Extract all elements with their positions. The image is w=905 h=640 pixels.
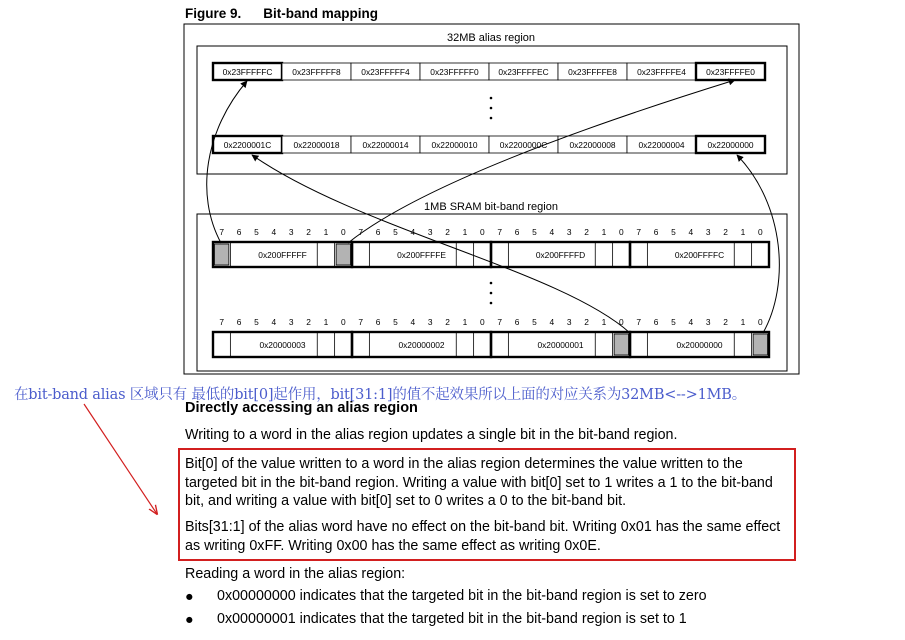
bit-number-label: 7 bbox=[358, 317, 364, 327]
bit-number-label: 6 bbox=[236, 317, 242, 327]
vertical-ellipsis bbox=[490, 282, 493, 305]
bit-number-label: 4 bbox=[688, 227, 694, 237]
bit-number-label: 7 bbox=[497, 227, 503, 237]
bullet-icon: ● bbox=[185, 612, 194, 628]
byte-address: 0x200FFFFF bbox=[258, 250, 307, 260]
alias-bottom-row bbox=[213, 136, 765, 153]
list-item-text: 0x00000001 indicates that the targeted bit in the bit-band region is set to 1 bbox=[217, 611, 687, 627]
arrow-top-bit7-to-23FFFFFC bbox=[207, 81, 247, 243]
bit-number-label: 4 bbox=[410, 317, 416, 327]
byte-address: 0x20000000 bbox=[676, 340, 723, 350]
alias-word-address: 0x23FFFFF4 bbox=[361, 67, 410, 77]
bit-number-label: 3 bbox=[288, 317, 294, 327]
shaded-target-bit bbox=[215, 244, 229, 265]
bit-number-label: 2 bbox=[306, 227, 311, 237]
alias-word-address: 0x22000014 bbox=[362, 140, 409, 150]
byte-address: 0x20000001 bbox=[537, 340, 584, 350]
alias-word-address: 0x2200001C bbox=[223, 140, 272, 150]
alias-word-address: 0x23FFFFF0 bbox=[430, 67, 479, 77]
vertical-ellipsis bbox=[490, 97, 493, 120]
bit-number-label: 1 bbox=[462, 227, 468, 237]
bit-number-label: 7 bbox=[636, 317, 642, 327]
bit-number-label: 3 bbox=[705, 317, 711, 327]
bit-number-label: 5 bbox=[532, 317, 537, 327]
bit-number-label: 4 bbox=[410, 227, 416, 237]
alias-word-address: 0x22000010 bbox=[431, 140, 478, 150]
bit-number-label: 7 bbox=[219, 317, 225, 327]
bit-number-label: 2 bbox=[445, 317, 450, 327]
bit-number-label: 6 bbox=[375, 227, 381, 237]
bit-number-label: 7 bbox=[497, 317, 503, 327]
bit-number-label: 6 bbox=[236, 227, 242, 237]
bit-number-label: 6 bbox=[514, 317, 520, 327]
byte-address: 0x20000002 bbox=[398, 340, 445, 350]
bit-number-label: 6 bbox=[375, 317, 381, 327]
alias-word-address: 0x23FFFFF8 bbox=[292, 67, 341, 77]
bit-number-label: 3 bbox=[427, 317, 433, 327]
bit-number-label: 4 bbox=[549, 227, 555, 237]
alias-word-address: 0x22000008 bbox=[569, 140, 616, 150]
bullet-icon: ● bbox=[185, 589, 194, 605]
alias-word-address: 0x22000018 bbox=[293, 140, 340, 150]
bit-number-label: 0 bbox=[618, 227, 624, 237]
sram-top-row bbox=[213, 227, 769, 267]
bit-number-label: 1 bbox=[323, 227, 329, 237]
shaded-target-bit bbox=[336, 244, 350, 265]
figure-number: Figure 9. bbox=[185, 6, 242, 21]
bit-number-label: 1 bbox=[601, 317, 607, 327]
sram-region-label: 1MB SRAM bit-band region bbox=[424, 201, 558, 213]
bit-number-label: 0 bbox=[479, 227, 485, 237]
bit-number-label: 4 bbox=[271, 317, 277, 327]
bit-number-label: 2 bbox=[584, 317, 589, 327]
figure-name: Bit-band mapping bbox=[263, 6, 379, 21]
bit-number-label: 5 bbox=[254, 317, 259, 327]
bit-number-label: 7 bbox=[358, 227, 364, 237]
alias-word-address: 0x23FFFFE4 bbox=[637, 67, 686, 77]
bit-number-label: 5 bbox=[671, 227, 676, 237]
paragraph-bits-31-1: Bits[31:1] of the alias word have no effect on the bit-band bit. Writing 0x01 has the same effect as writing 0xFF. Writing 0x00 has the same effect as writing 0x0E. bbox=[185, 519, 781, 554]
bit-number-label: 1 bbox=[740, 317, 746, 327]
arrow-top-bit0-to-23FFFFE0 bbox=[348, 80, 735, 243]
bit-number-label: 0 bbox=[618, 317, 624, 327]
bit-number-label: 5 bbox=[671, 317, 676, 327]
bit-number-label: 5 bbox=[393, 317, 398, 327]
bit-number-label: 3 bbox=[427, 227, 433, 237]
bit-number-label: 1 bbox=[601, 227, 607, 237]
bit-number-label: 2 bbox=[306, 317, 311, 327]
byte-address: 0x200FFFFC bbox=[674, 250, 725, 260]
bit-number-label: 1 bbox=[323, 317, 329, 327]
bit-number-label: 6 bbox=[653, 227, 659, 237]
bit-number-label: 4 bbox=[549, 317, 555, 327]
alias-word-address: 0x23FFFFFC bbox=[222, 67, 273, 77]
bit-number-label: 5 bbox=[532, 227, 537, 237]
byte-address: 0x200FFFFE bbox=[397, 250, 446, 260]
bit-number-label: 3 bbox=[288, 227, 294, 237]
bit-number-label: 2 bbox=[723, 317, 728, 327]
paragraph-alias-write: Writing to a word in the alias region updates a single bit in the bit-band region. bbox=[185, 427, 678, 443]
bit-number-label: 4 bbox=[688, 317, 694, 327]
shaded-target-bit bbox=[614, 334, 628, 355]
bit-number-label: 0 bbox=[757, 227, 763, 237]
bit-number-label: 6 bbox=[653, 317, 659, 327]
alias-word-address: 0x22000000 bbox=[707, 140, 754, 150]
paragraph-bit0: Bit[0] of the value written to a word in the alias region determines the value written to the targeted bit in the bit-band region. Writing a value with bit[0] set to 1 writes a 1 to the bit-band bit, and writing a value with bit[0] set to 0 writes a 0 to the bit-band bit. bbox=[185, 456, 773, 509]
bit-number-label: 6 bbox=[514, 227, 520, 237]
bit-number-label: 3 bbox=[566, 317, 572, 327]
alias-word-address: 0x2200000C bbox=[499, 140, 548, 150]
alias-region-label: 32MB alias region bbox=[446, 32, 536, 44]
bit-number-label: 0 bbox=[757, 317, 763, 327]
chinese-annotation-note: 在bit-band alias 区域只有 最低的bit[0]起作用，bit[31:1]的值不起效果所以上面的对应关系为32MB<-->1MB。 bbox=[14, 387, 747, 403]
bit-number-label: 5 bbox=[254, 227, 259, 237]
arrow-bottom-bit7-to-2200001C bbox=[252, 155, 630, 333]
alias-word-address: 0x23FFFFE8 bbox=[568, 67, 617, 77]
shaded-target-bit bbox=[753, 334, 767, 355]
section-heading: Directly accessing an alias region bbox=[185, 400, 418, 416]
bit-number-label: 2 bbox=[723, 227, 728, 237]
bit-number-label: 0 bbox=[479, 317, 485, 327]
bit-number-label: 2 bbox=[584, 227, 589, 237]
bit-number-label: 0 bbox=[340, 227, 346, 237]
byte-address: 0x20000003 bbox=[259, 340, 306, 350]
bit-number-label: 0 bbox=[340, 317, 346, 327]
bit-number-label: 7 bbox=[219, 227, 225, 237]
bit-number-label: 2 bbox=[445, 227, 450, 237]
alias-word-address: 0x23FFFFEC bbox=[498, 67, 549, 77]
alias-top-row bbox=[213, 63, 765, 80]
bit-number-label: 5 bbox=[393, 227, 398, 237]
alias-word-address: 0x22000004 bbox=[638, 140, 685, 150]
bit-number-label: 3 bbox=[705, 227, 711, 237]
alias-word-address: 0x23FFFFE0 bbox=[706, 67, 755, 77]
paragraph-reading: Reading a word in the alias region: bbox=[185, 566, 406, 582]
bit-number-label: 1 bbox=[740, 227, 746, 237]
bit-number-label: 7 bbox=[636, 227, 642, 237]
byte-address: 0x200FFFFD bbox=[535, 250, 586, 260]
bit-number-label: 4 bbox=[271, 227, 277, 237]
bit-number-label: 1 bbox=[462, 317, 468, 327]
bit-number-label: 3 bbox=[566, 227, 572, 237]
list-item-text: 0x00000000 indicates that the targeted bit in the bit-band region is set to zero bbox=[217, 588, 707, 604]
arrow-bottom-bit0-to-22000000 bbox=[737, 155, 779, 333]
sram-bottom-row bbox=[213, 317, 769, 357]
